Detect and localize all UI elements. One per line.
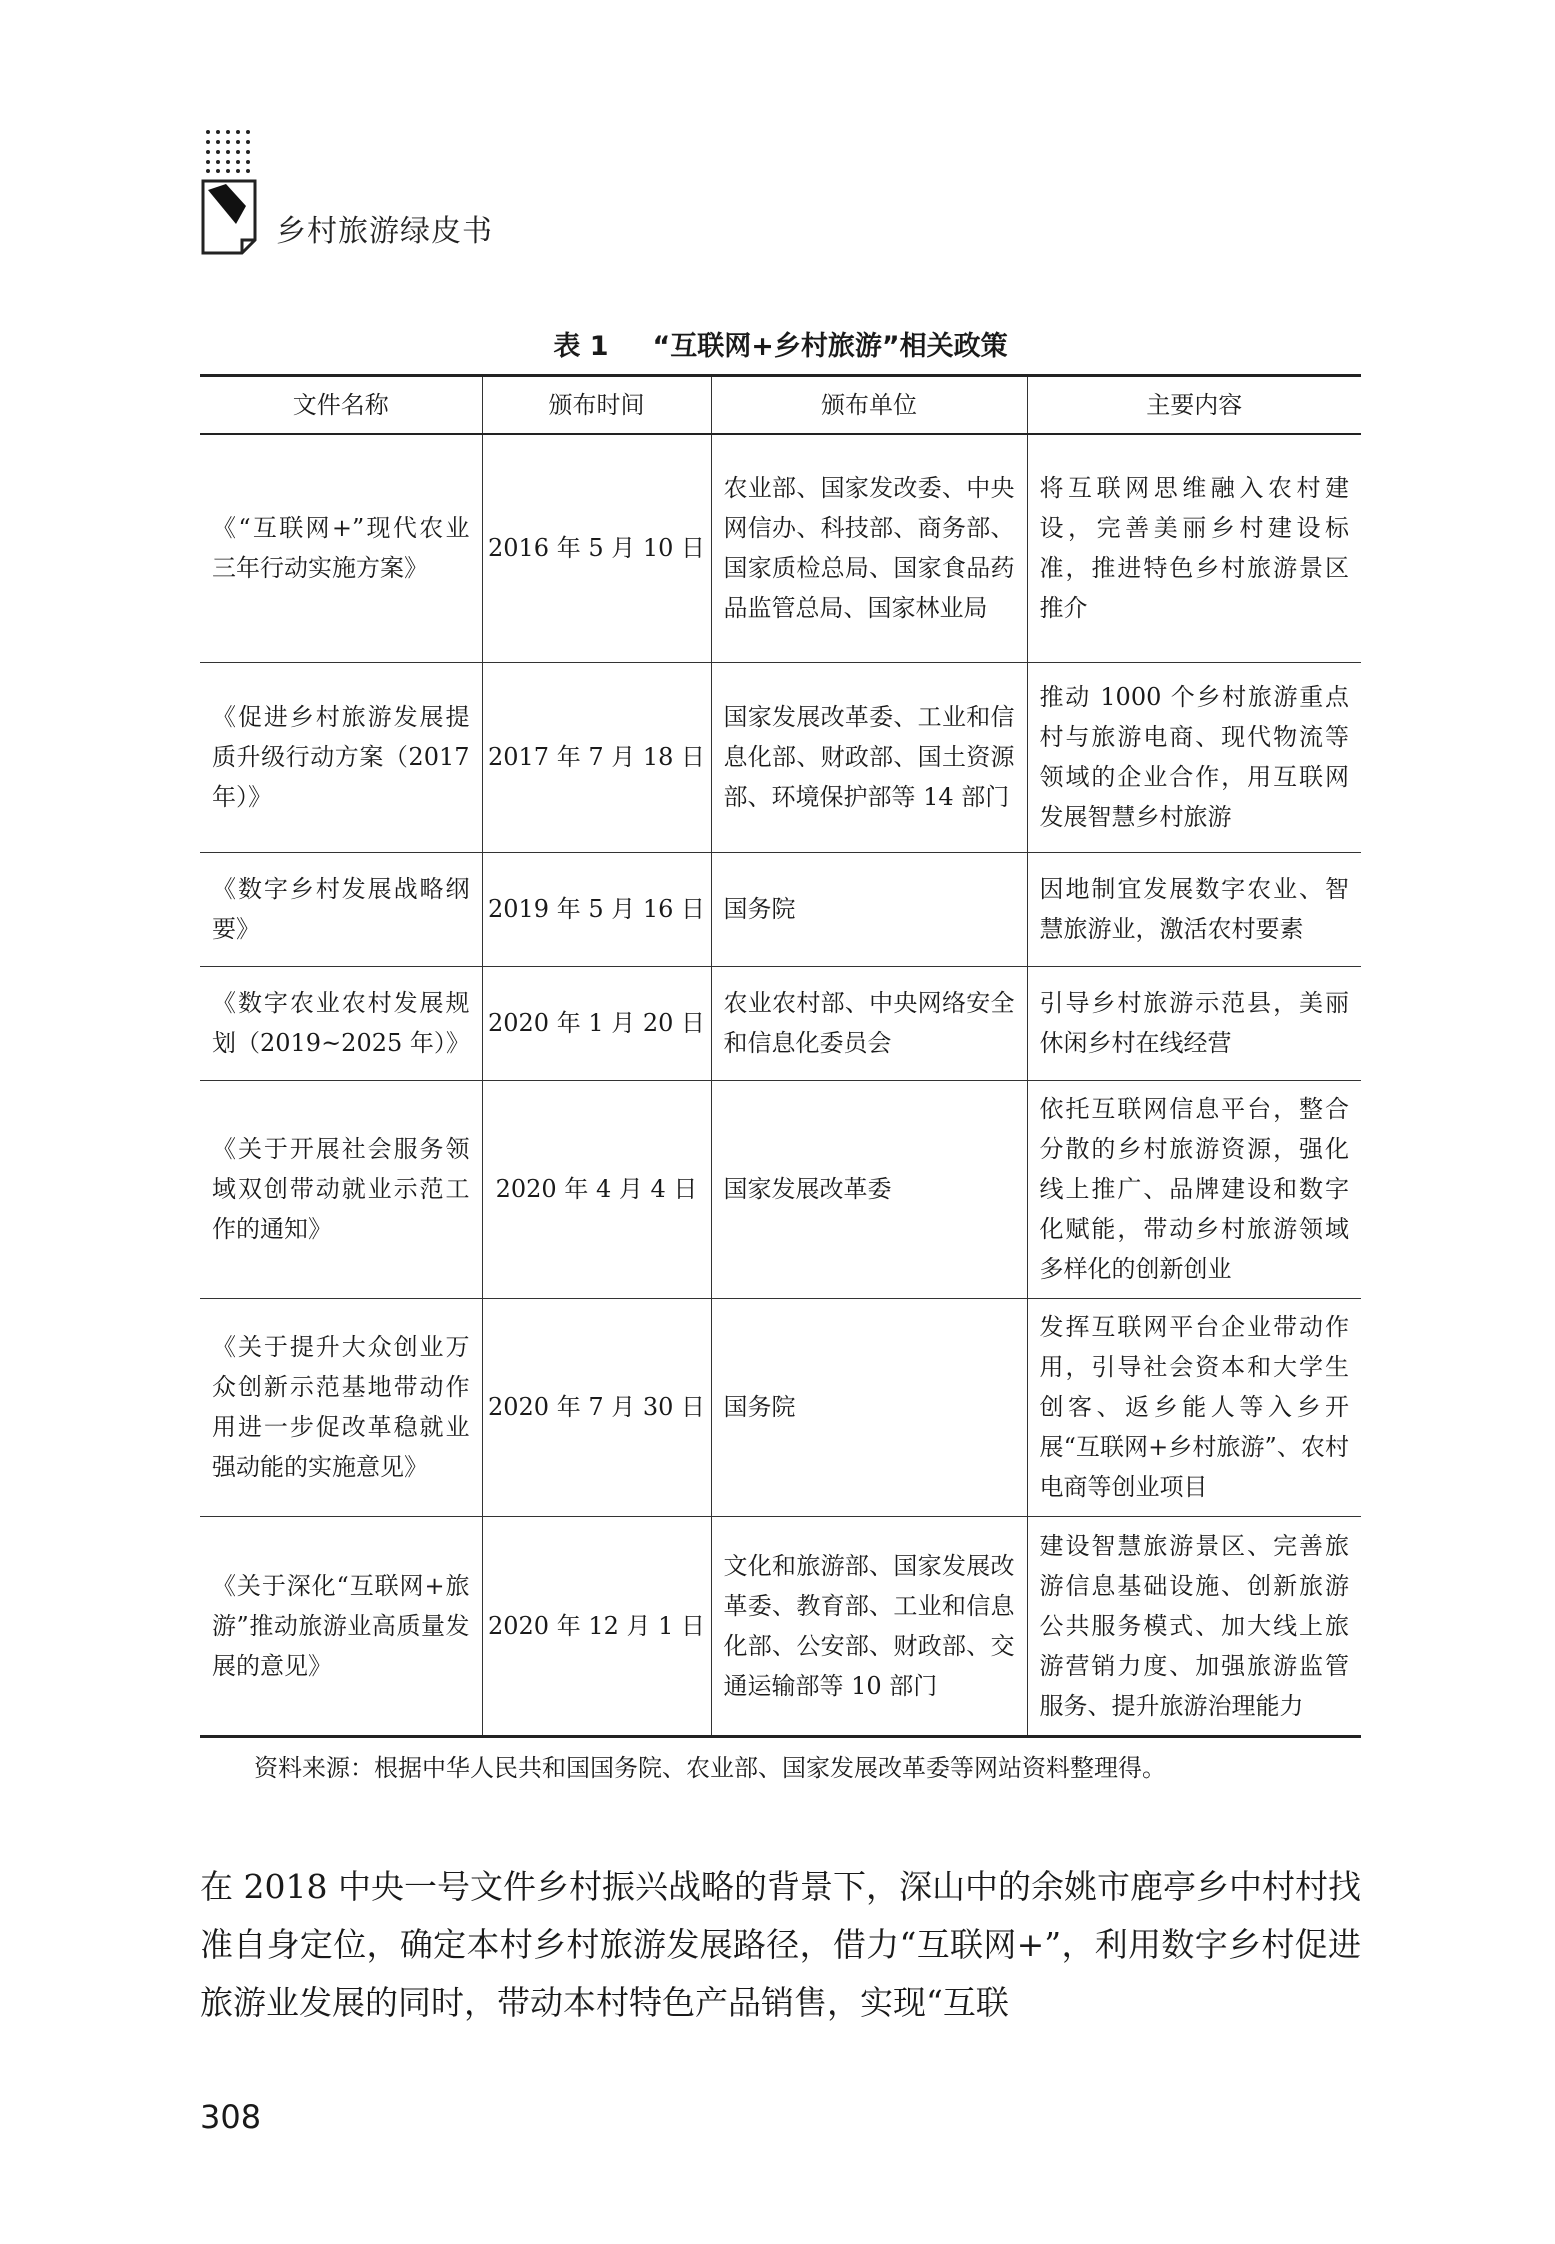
table-number: 表 1 <box>553 331 609 362</box>
page-number: 308 <box>200 2098 262 2136</box>
table-row <box>200 1080 1361 1298</box>
table-source-note: 资料来源：根据中华人民共和国国务院、农业部、国家发展改革委等网站资料整理得。 <box>254 1754 1166 1782</box>
table-row <box>200 966 1361 1080</box>
series-title: 乡村旅游绿皮书 <box>276 214 493 249</box>
book-icon <box>200 178 258 256</box>
table-row <box>200 434 1361 662</box>
dot-grid-icon <box>204 128 254 174</box>
body-paragraph: 在 2018 中央一号文件乡村振兴战略的背景下，深山中的余姚市鹿亭乡中村村找准自身定位，确定本村乡村旅游发展路径，借力“互联网+”，利用数字乡村促进旅游业发展的同时，带动本村特色产品销售，实现“互联 <box>200 1867 1361 2022</box>
main-content: 依托互联网信息平台，整合分散的乡村旅游资源，强化线上推广、品牌建设和数字化赋能，带动乡村旅游领域多样化的创新创业 <box>1027 1080 1361 1298</box>
policy-name: 《关于深化“互联网+旅游”推动旅游业高质量发展的意见》 <box>200 1516 482 1736</box>
issuing-agency: 国务院 <box>711 852 1027 966</box>
policy-name: 《数字乡村发展战略纲要》 <box>200 852 482 966</box>
issue-date: 2017 年 7 月 18 日 <box>482 662 711 852</box>
policy-name: 《关于开展社会服务领域双创带动就业示范工作的通知》 <box>200 1080 482 1298</box>
issuing-agency: 农业部、国家发改委、中央网信办、科技部、商务部、国家质检总局、国家食品药品监管总局、国家林业局 <box>711 434 1027 662</box>
issue-date: 2020 年 7 月 30 日 <box>482 1298 711 1516</box>
main-content: 因地制宜发展数字农业、智慧旅游业，激活农村要素 <box>1027 852 1361 966</box>
table-header-row <box>200 376 1361 435</box>
table-row <box>200 852 1361 966</box>
column-header: 颁布单位 <box>711 376 1027 435</box>
main-content: 推动 1000 个乡村旅游重点村与旅游电商、现代物流等领域的企业合作，用互联网发展智慧乡村旅游 <box>1027 662 1361 852</box>
issue-date: 2016 年 5 月 10 日 <box>482 434 711 662</box>
issue-date: 2020 年 4 月 4 日 <box>482 1080 711 1298</box>
main-content: 建设智慧旅游景区、完善旅游信息基础设施、创新旅游公共服务模式、加大线上旅游营销力度、加强旅游监管服务、提升旅游治理能力 <box>1027 1516 1361 1736</box>
issuing-agency: 国家发展改革委 <box>711 1080 1027 1298</box>
policy-name: 《关于提升大众创业万众创新示范基地带动作用进一步促改革稳就业强动能的实施意见》 <box>200 1298 482 1516</box>
policy-table <box>200 374 1361 1738</box>
main-content: 发挥互联网平台企业带动作用，引导社会资本和大学生创客、返乡能人等入乡开展“互联网+乡村旅游”、农村电商等创业项目 <box>1027 1298 1361 1516</box>
issuing-agency: 文化和旅游部、国家发展改革委、教育部、工业和信息化部、公安部、财政部、交通运输部等 10 部门 <box>711 1516 1027 1736</box>
column-header: 主要内容 <box>1027 376 1361 435</box>
issue-date: 2020 年 1 月 20 日 <box>482 966 711 1080</box>
column-header: 颁布时间 <box>482 376 711 435</box>
column-header: 文件名称 <box>200 376 482 435</box>
main-content: 将互联网思维融入农村建设，完善美丽乡村建设标准，推进特色乡村旅游景区推介 <box>1027 434 1361 662</box>
table-row <box>200 662 1361 852</box>
issuing-agency: 国务院 <box>711 1298 1027 1516</box>
table-row <box>200 1516 1361 1736</box>
issue-date: 2020 年 12 月 1 日 <box>482 1516 711 1736</box>
policy-name: 《“互联网+”现代农业三年行动实施方案》 <box>200 434 482 662</box>
running-header <box>200 128 800 268</box>
issue-date: 2019 年 5 月 16 日 <box>482 852 711 966</box>
table-caption <box>200 324 1361 363</box>
table-row <box>200 1298 1361 1516</box>
issuing-agency: 农业农村部、中央网络安全和信息化委员会 <box>711 966 1027 1080</box>
issuing-agency: 国家发展改革委、工业和信息化部、财政部、国土资源部、环境保护部等 14 部门 <box>711 662 1027 852</box>
main-content: 引导乡村旅游示范县，美丽休闲乡村在线经营 <box>1027 966 1361 1080</box>
policy-name: 《数字农业农村发展规划（2019~2025 年）》 <box>200 966 482 1080</box>
policy-name: 《促进乡村旅游发展提质升级行动方案（2017 年）》 <box>200 662 482 852</box>
table-title: “互联网+乡村旅游”相关政策 <box>652 331 1008 362</box>
